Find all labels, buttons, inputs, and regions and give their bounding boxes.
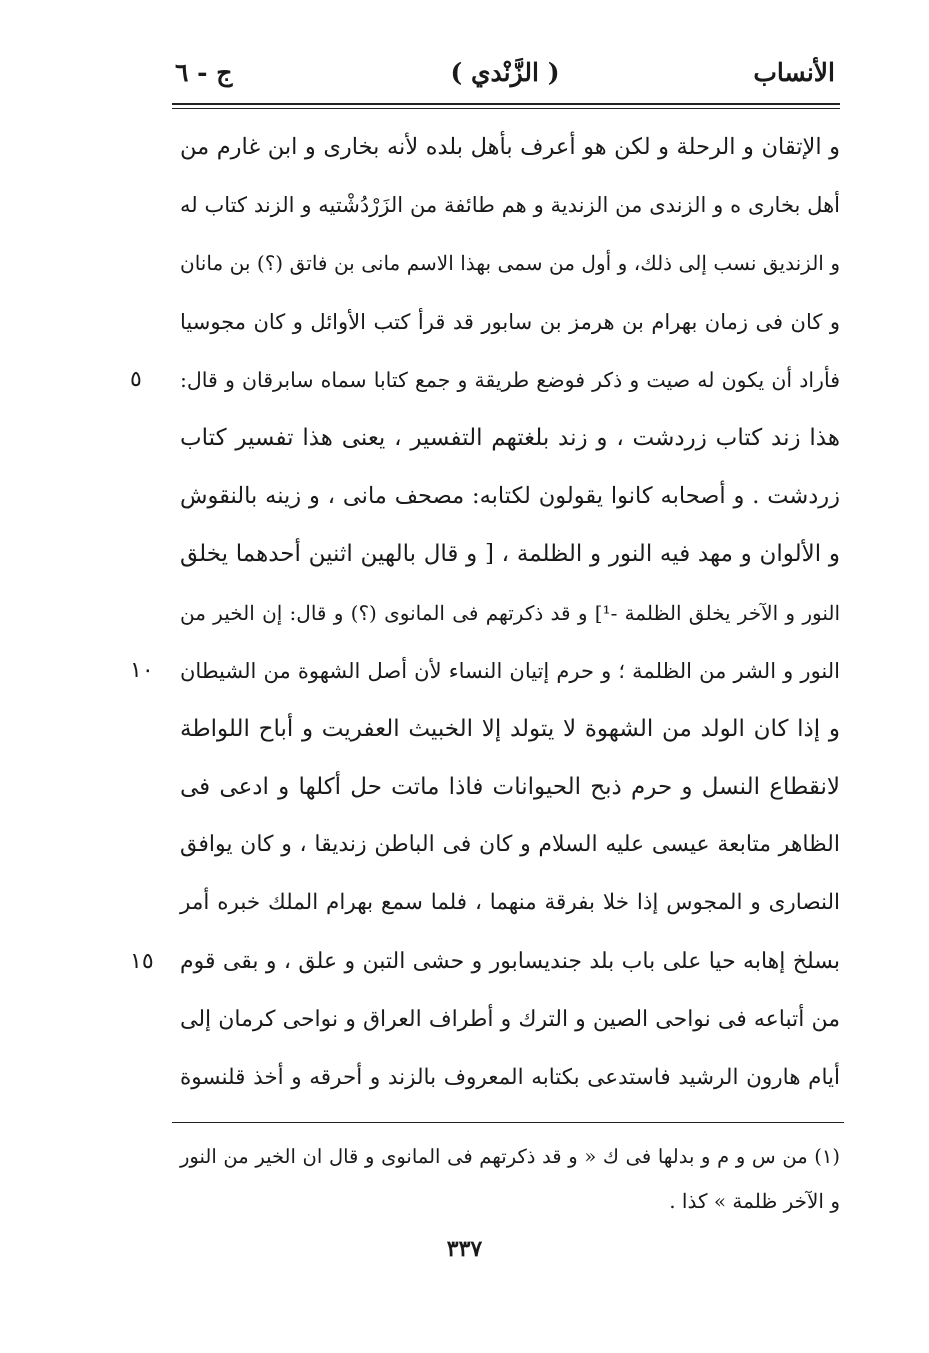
- header-rule-thin: [172, 108, 840, 109]
- text-line: [180, 234, 840, 292]
- footnote-rule: [172, 1122, 844, 1123]
- line-text: من أتباعه فى نواحى الصين و الترك و أطراف العراق و نواحى كرمان إلى: [180, 1006, 840, 1032]
- text-line: [130, 933, 840, 991]
- line-text: بسلخ إهابه حيا على باب بلد جنديسابور و حشى التبن و علق ، و بقى قوم: [180, 948, 840, 974]
- line-text: أهل بخارى ه و الزندى من الزندية و هم طائفة من الزَرْدُشْتيه و الزند كتاب له: [180, 193, 840, 218]
- line-text: و الزنديق نسب إلى ذلك، و أول من سمى بهذا الاسم مانى بن فاتق (؟) بن مانان: [180, 251, 840, 276]
- line-text: و الإتقان و الرحلة و لكن هو أعرف بأهل بلده لأنه بخارى و ابن غارم من: [180, 134, 840, 160]
- line-text: زردشت . و أصحابه كانوا يقولون لكتابه: مصحف مانى ، و زينه بالنقوش: [180, 483, 840, 510]
- text-line: [180, 584, 840, 642]
- line-number: ١٠: [130, 657, 154, 683]
- line-text: النور و الآخر يخلق الظلمة -¹] و قد ذكرتهم فى المانوى (؟) و قال: إن الخير من: [180, 600, 841, 625]
- footnotes: [180, 1135, 840, 1223]
- text-line: [180, 1049, 840, 1107]
- text-line: [180, 874, 840, 932]
- line-text: الظاهر متابعة عيسى عليه السلام و كان فى الباطن زنديقا ، و كان يوافق: [180, 832, 840, 858]
- line-text: أيام هارون الرشيد فاستدعى بكتابه المعروف بالزند و أحرقه و أخذ قلنسوة: [180, 1065, 840, 1090]
- text-line: [180, 409, 840, 467]
- text-line: [180, 467, 840, 525]
- header-book-title: الأنساب: [753, 58, 835, 87]
- text-line: [130, 642, 840, 700]
- line-text: النور و الشر من الظلمة ؛ و حرم إتيان النساء لأن أصل الشهوة من الشيطان: [180, 658, 840, 683]
- footnote-line: (١) من س و م و بدلها فى ك « و قد ذكرتهم فى المانوى و قال ان الخير من النور: [180, 1145, 840, 1168]
- text-line: [180, 525, 840, 583]
- line-text: فأراد أن يكون له صيت و ذكر فوضع طريقة و جمع كتابا سماه سابرقان و قال:: [180, 367, 840, 392]
- line-text: و الألوان و مهد فيه النور و الظلمة ، [ و قال بالهين اثنين أحدهما يخلق: [180, 541, 840, 568]
- line-text: لانقطاع النسل و حرم ذبح الحيوانات فاذا ماتت حل أكلها و ادعى فى: [180, 774, 840, 801]
- text-line: [180, 991, 840, 1049]
- text-line: [180, 700, 840, 758]
- running-header: [175, 52, 835, 96]
- page-number: ٣٣٧: [446, 1236, 483, 1262]
- text-line: [180, 293, 840, 351]
- line-text: النصارى و المجوس إذا خلا بفرقة منهما ، فلما سمع بهرام الملك خبره أمر: [180, 890, 840, 916]
- text-line: [130, 351, 840, 409]
- line-text: و إذا كان الولد من الشهوة لا يتولد إلا الخبيث العفريت و أباح اللواطة: [180, 715, 840, 742]
- header-volume: ج - ٦: [175, 58, 233, 87]
- header-rule: [172, 103, 840, 105]
- line-number: ٥: [130, 366, 142, 392]
- text-line: [180, 176, 840, 234]
- footnote-line: و الآخر ظلمة » كذا .: [669, 1189, 840, 1213]
- text-line: [180, 118, 840, 176]
- text-line: [180, 816, 840, 874]
- line-text: و كان فى زمان بهرام بن هرمز بن سابور قد قرأ كتب الأوائل و كان مجوسيا: [180, 309, 840, 334]
- line-text: هذا زند كتاب زردشت ، و زند بلغتهم التفسير ، يعنى هذا تفسير كتاب: [180, 424, 840, 451]
- text-line: [180, 758, 840, 816]
- line-number: ١٥: [130, 948, 154, 974]
- body-text: [130, 118, 841, 1107]
- header-entry-title: ( الزَّنْدي ): [450, 58, 560, 87]
